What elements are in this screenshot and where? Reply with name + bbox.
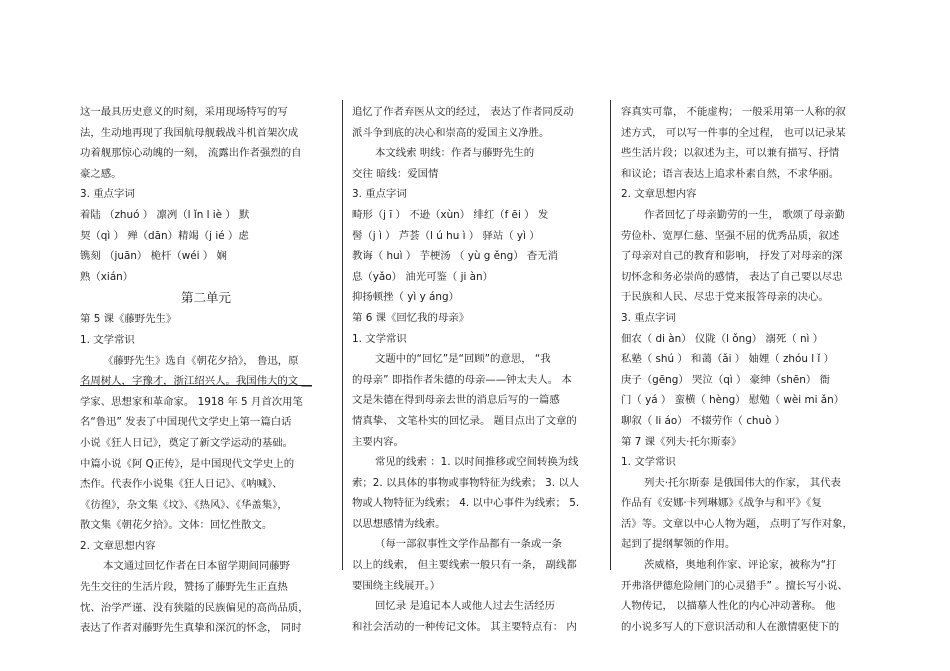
section-heading: 1. 文学常识 xyxy=(621,456,676,469)
text-line: 名周树人，字豫才，浙江绍兴人。我国伟大的文 __ xyxy=(80,375,312,388)
lesson-title: 第 6 课《回忆我的母亲》 xyxy=(352,311,470,324)
text-line: 小说《狂人日记》，奠定了新文学运动的基础。 xyxy=(80,436,294,449)
text-line: 先生交往的生活片段，赞扬了藤野先生正直热 xyxy=(80,581,288,594)
text-line: 常见的线索 ：1. 以时间推移或空间转换为线 xyxy=(375,456,579,469)
text-line: 《彷徨》，杂文集《坟》、《热风》、《华盖集》， xyxy=(80,498,288,511)
vocab-line: 髻（j ì ） 芦荟（l ú hu ì ） 驿站（ yì ） xyxy=(352,229,540,242)
text-line: 中篇小说《阿 Q正传》，是中国现代文学史上的 xyxy=(80,457,295,470)
text-line: 的母亲” 即指作者朱德的母亲——钟太夫人。 本 xyxy=(352,373,572,386)
text-line: 述方式， 可以写一件事的全过程， 也可以记录某 xyxy=(621,126,846,139)
text-line: 主要内容。 xyxy=(352,435,404,448)
text-line: 作品有《安娜·卡列琳娜》《战争与和平》《复 xyxy=(621,497,822,510)
text-line: 活》等。文章以中心人物为题， 点明了写作对象， xyxy=(621,517,853,530)
text-column-left xyxy=(80,102,332,639)
column-divider xyxy=(610,100,611,570)
vocab-line: 庚子（gēng） 哭泣（qì ） 豪绅（shēn） 衙 xyxy=(621,373,830,386)
vocab-line: 私塾（ shú ） 和蔼（ǎi ） 妯娌（ zhóu l ǐ ） xyxy=(621,353,835,366)
section-heading: 2. 文章思想内容 xyxy=(80,539,156,552)
vocab-line: 畸形（j ī ） 不逊（xùn） 绯红（f ēi ） 发 xyxy=(352,208,549,221)
text-line: （每一部叙事性文学作品都有一条或一条 xyxy=(375,538,563,551)
text-line: 人物传记， 以描摹人性化的内心冲动著称。 他 xyxy=(621,600,836,613)
text-line: 学家、思想家和革命家。 1918 年 5 月首次用笔 xyxy=(80,395,303,408)
text-line: 了母亲对自己的教育和影响， 抒发了对母亲的深 xyxy=(621,250,843,263)
vocab-line: 镌刻 （juān） 桅杆（wéi ） 娴 xyxy=(80,250,227,263)
text-line: 作者回忆了母亲勤劳的一生， 歌颂了母亲勤 xyxy=(644,208,845,221)
section-heading: 1. 文学常识 xyxy=(352,332,407,345)
unit-title: 第二单元 xyxy=(180,290,231,306)
text-line: 文题中的“回忆”是“回顾”的意思， “我 xyxy=(375,353,551,366)
text-line: 些生活片段；以叙述为主，可以兼有描写、抒情 xyxy=(621,147,840,160)
text-line: 法，生动地再现了我国航母舰载战斗机首架次成 xyxy=(80,126,299,139)
text-line: 文是朱德在得到母亲去世的消息后写的一篇感 xyxy=(352,394,560,407)
text-line: 回忆录 是追记本人或他人过去生活经历 xyxy=(375,600,555,613)
text-line: 列夫·托尔斯泰 是俄国伟大的作家， 其代表 xyxy=(644,476,841,489)
text-line: 派斗争到底的决心和崇高的爱国主义净胜。 xyxy=(352,126,550,139)
text-line: 于民族和人民、尽忠于党来报答母亲的决心。 xyxy=(621,291,829,304)
text-line: 起到了提纲挈领的作用。 xyxy=(621,538,736,551)
text-line: 交往 暗线：爱国情 xyxy=(352,167,439,180)
text-line: 忱、治学严谨、没有狭隘的民族偏见的高尚品质， xyxy=(80,601,309,614)
section-heading: 1. 文学常识 xyxy=(80,333,135,346)
text-line: 杰作。代表作小说集《狂人日记》、《呐喊》、 xyxy=(80,478,283,491)
text-line: 名“鲁迅” 发表了中国现代文学史上第一篇白话 xyxy=(80,416,292,429)
text-line: 本文通过回忆作者在日本留学期间同藤野 xyxy=(103,560,291,573)
text-line: 的小说多写人的下意识活动和人在激情驱使下的 xyxy=(621,620,840,633)
section-heading: 3. 重点字词 xyxy=(621,311,676,324)
vocab-line: 聊叙（ li áo） 不辍劳作（ chuò ） xyxy=(621,414,786,427)
text-line: 索；2. 以具体的事物或事物特征为线索； 3. 以人 xyxy=(352,476,580,489)
text-line: 劳俭朴、宽厚仁慈、坚强不屈的优秀品质，叙述 xyxy=(621,229,840,242)
vocab-line: 契（qì ） 殚（dān）精竭（j ié ）虑 xyxy=(80,229,249,242)
vocab-line: 门（ yá ） 蛮横（ hèng） 慰勉（ wèi mi ǎn） xyxy=(621,394,845,407)
vocab-line: 教诲（ huì ） 芋梗汤 （ yù g ěng） 杳无消 xyxy=(352,250,559,263)
vocab-line: 着陆 （zhuó ） 凛冽（l ǐn l iè ） 默 xyxy=(80,208,250,221)
text-line: 本文线索 明线：作者与藤野先生的 xyxy=(375,147,535,160)
text-line: 情真挚、 文笔朴实的回忆录。 题目点出了文章的 xyxy=(352,414,577,427)
section-heading: 3. 重点字词 xyxy=(80,188,135,201)
text-line: 《藤野先生》选自《朝花夕拾》， 鲁迅，原 xyxy=(103,354,299,367)
section-heading: 3. 重点字词 xyxy=(352,188,407,201)
text-line: 容真实可靠， 不能虚构； 一般采用第一人称的叙 xyxy=(621,106,846,118)
text-column-right xyxy=(621,102,873,637)
text-column-middle xyxy=(352,102,600,637)
text-line: 切怀念和务必崇尚的感情， 表达了自己要以尽忠 xyxy=(621,270,843,283)
text-line: 表达了作者对藤野先生真挚和深沉的怀念， 同时 xyxy=(80,622,302,635)
vocab-line: 熟（xián） xyxy=(80,270,134,283)
text-line: 散文集《朝花夕拾》。文体：回忆性散文。 xyxy=(80,519,273,532)
text-line: 茨威格，奥地利作家、评论家，被称为“打 xyxy=(644,559,837,572)
vocab-line: 息（yǎo） 油光可鉴（ ji àn） xyxy=(352,270,494,283)
text-line: 物或人物特征为线索； 4. 以中心事件为线索； 5. xyxy=(352,497,580,510)
text-line: 以思想感情为线索。 xyxy=(352,517,446,530)
text-line: 和社会活动的一种传记文体。 其主要特点有： 内 xyxy=(352,620,577,633)
vocab-line: 佃农（ di àn） 仪陇（l ǒng） 溺死（ nì ） xyxy=(621,332,824,345)
text-line: 追忆了作者弃医从文的经过， 表达了作者同反动 xyxy=(352,106,574,118)
section-heading: 2. 文章思想内容 xyxy=(621,188,697,201)
lesson-title: 第 5 课《藤野先生》 xyxy=(80,313,177,326)
text-line: 豪之感。 xyxy=(80,167,122,180)
vocab-line: 抑扬顿挫（ yì y áng） xyxy=(352,291,459,304)
text-line: 和议论；语言表达上追求朴素自然，不求华丽。 xyxy=(621,167,840,180)
text-line: 功着舰那惊心动魄的一刻， 流露出作者强烈的自 xyxy=(80,147,302,160)
text-line: 开弗洛伊德危险闸门的心灵猎手” 。擅长写小说、 xyxy=(621,579,848,592)
text-line: 以上的线索， 但主要线索一般只有一条， 副线都 xyxy=(352,559,577,572)
column-divider xyxy=(342,100,343,570)
text-line: 这一最具历史意义的时刻，采用现场特写的写 xyxy=(80,106,288,118)
lesson-title: 第 7 课《列夫·托尔斯泰》 xyxy=(621,435,742,448)
text-line: 要围绕主线展开。） xyxy=(352,579,441,592)
